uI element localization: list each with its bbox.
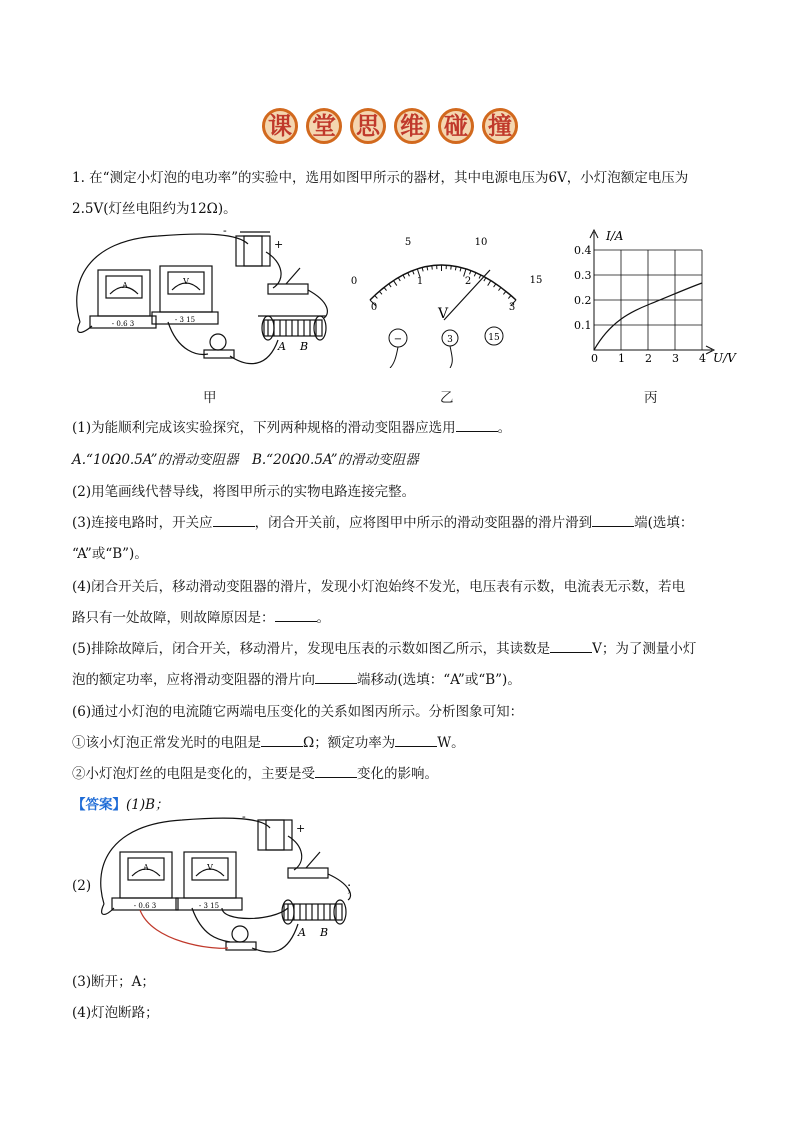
banner-char: 思 [350,108,386,144]
dial-tick [451,266,452,270]
circuit-figure-jia [68,222,348,382]
dial-left-zero: 0 [350,276,358,287]
answer-red-wire [140,910,228,948]
subq-3-cont: “A”或“B”)。 [72,546,148,562]
caption-jia: 甲 [203,390,217,406]
banner-char: 撞 [482,108,518,144]
dial-tick [375,295,378,298]
dial-tick [408,273,410,277]
battery-plus: + [296,822,306,835]
dial-tick [432,266,433,270]
dial-bottom-tick: 1 [416,276,424,287]
dial-tick [508,295,511,298]
dial-tick [498,287,500,290]
iu-graph-figure [570,222,750,372]
subq-4: (4)闭合开关后，移动滑动变阻器的滑片，发现小灯泡始终不发光，电压表有示数，电流表无示数，若电 [72,579,686,595]
graph-xtick: 0 [591,352,598,365]
dial-unit: V [437,306,449,322]
subq-1-options: A.“10Ω0.5A”的滑动变阻器 B.“20Ω0.5A”的滑动变阻器 [72,452,419,468]
dial-top-tick: 10 [474,237,488,248]
subq-5: (5)排除故障后，闭合开关，移动滑片，发现电压表的示数如图乙所示，其读数是 V；为了测量小灯 [72,641,697,657]
graph-xtick: 1 [618,352,625,365]
caption-bing: 丙 [644,390,658,406]
dial-tick [389,284,391,287]
dial-tick [398,278,400,281]
graph-ytick: 0.2 [574,294,592,307]
graph-ylabel: I/A [606,229,624,243]
dial-tick [479,275,481,279]
dial-tick [403,275,405,279]
graph-xtick: 3 [672,352,679,365]
dial-top-tick: 15 [529,275,543,286]
banner-char: 堂 [306,108,342,144]
banner-char: 碰 [438,108,474,144]
answer-1: 【答案】(1)B； [72,797,169,813]
ammeter-symbol: A [143,863,149,872]
rheostat-b-label: B [300,340,309,353]
ammeter-terminals: - 0.6 3 [133,902,157,910]
dial-tick [413,271,414,275]
graph-xtick: 4 [699,352,706,365]
graph-xlabel: U/V [713,351,736,365]
dial-bottom-tick: 0 [370,302,378,313]
answer-4: (4)灯泡断路； [72,1005,159,1021]
rheostat-a-label: A [278,340,286,353]
answer-3: (3)断开；A； [72,974,155,990]
graph-xtick: 2 [645,352,652,365]
dial-tick [474,273,476,277]
caption-yi: 乙 [440,390,454,406]
battery-plus: + [274,238,284,251]
dial-top-tick: 5 [404,237,412,248]
dial-tick [494,284,496,287]
voltmeter-symbol: V [207,863,213,872]
subq-5-cont: 泡的额定功率，应将滑动变阻器的滑片向 端移动(选填：“A”或“B”)。 [72,672,521,688]
subq-2: (2)用笔画线代替导线，将图甲所示的实物电路连接完整。 [72,484,416,500]
answer-tag: 【答案】 [72,797,126,813]
voltmeter-symbol: V [183,277,189,286]
graph-ytick: 0.4 [574,244,592,257]
dial-bottom-tick: 2 [464,276,472,287]
terminal-label: 3 [447,335,453,345]
banner-char: 维 [394,108,430,144]
banner-char: 课 [262,108,298,144]
dial-tick [394,281,397,286]
subq-4-cont: 路只有一处故障，则故障原因是： 。 [72,610,330,626]
section-banner [262,104,532,148]
voltmeter-dial-figure [340,228,560,368]
voltmeter-terminals: - 3 15 [198,902,220,910]
dial-tick [384,287,386,290]
subq-3: (3)连接电路时，开关应 ，闭合开关前，应将图甲中所示的滑动变阻器的滑片滑到 端(选填： [72,515,694,531]
rheostat-a-label: A [298,926,306,939]
graph-ytick: 0.1 [574,319,592,332]
battery-minus: - [223,224,227,237]
subq-6: (6)通过小灯泡的电流随它两端电压变化的关系如图丙所示。分析图象可知： [72,704,524,720]
subq-6-1: ①该小灯泡正常发光时的电阻是 Ω；额定功率为 W。 [72,735,465,751]
answer-2-end: ； [346,880,360,896]
question-line-1: 1. 在“测定小灯泡的电功率”的实验中，选用如图甲所示的器材，其中电源电压为6V，小灯泡额定电压为 [72,170,689,186]
dial-tick [470,271,471,275]
subq-6-2: ②小灯泡灯丝的电阻是变化的，主要是受 变化的影响。 [72,766,438,782]
subq-1: (1)为能顺利完成该实验探究，下列两种规格的滑动变阻器应选用 。 [72,420,512,436]
dial-tick [484,278,486,281]
battery-minus: - [242,812,246,823]
voltmeter-terminals: - 3 15 [174,316,196,324]
question-line-2: 2.5V(灯丝电阻约为12Ω)。 [72,201,237,217]
graph-ytick: 0.3 [574,269,592,282]
ammeter-terminals: - 0.6 3 [111,320,135,328]
answer-2-label: (2) [72,878,92,894]
terminal-label: 15 [488,333,500,343]
rheostat-b-label: B [320,926,329,939]
dial-tick [488,281,491,286]
dial-bottom-tick: 3 [508,302,516,313]
terminal-label: − [393,334,403,345]
ammeter-symbol: A [122,281,128,290]
dial-tick [503,291,506,294]
dial-tick [379,291,382,294]
answer-circuit-figure [92,812,364,972]
